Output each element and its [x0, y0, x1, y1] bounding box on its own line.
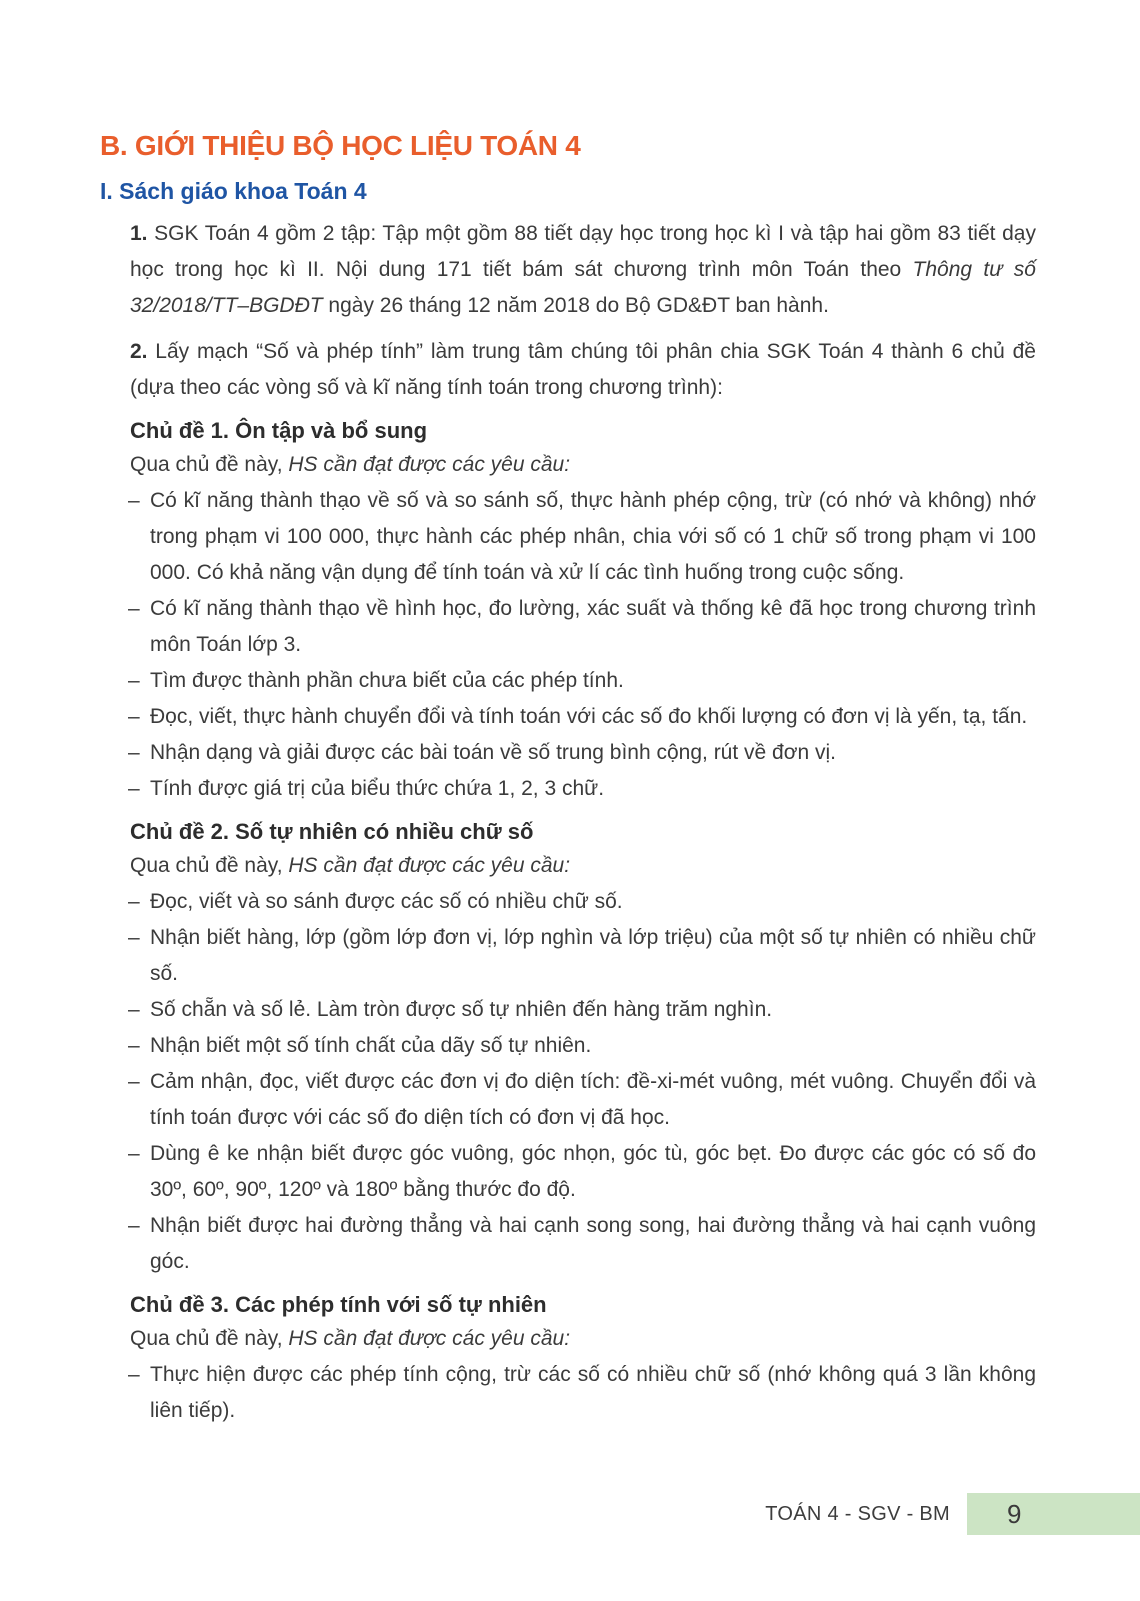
bullet-item	[100, 884, 1036, 920]
bullet-dash: –	[128, 926, 140, 949]
topic-2-intro-plain: Qua chủ đề này,	[130, 854, 289, 877]
bullet-text: Đọc, viết và so sánh được các số có nhiều chữ số.	[150, 890, 623, 913]
paragraph-2-number: 2.	[130, 340, 148, 363]
bullet-text: Nhận biết hàng, lớp (gồm lớp đơn vị, lớp nghìn và lớp triệu) của một số tự nhiên có nhiều chữ số.	[150, 926, 1036, 985]
bullet-text: Tính được giá trị của biểu thức chứa 1, 2, 3 chữ.	[150, 777, 605, 800]
paragraph-2-text: Lấy mạch “Số và phép tính” làm trung tâm chúng tôi phân chia SGK Toán 4 thành 6 chủ đề (dựa theo các vòng số và kĩ năng tính toán trong chương trình):	[130, 340, 1036, 399]
paragraph-1-italic: Thông tư số 32/2018/TT–BGDĐT	[130, 258, 1036, 317]
bullet-item	[100, 1208, 1036, 1280]
bullet-dash: –	[128, 1363, 140, 1386]
topic-1-intro	[130, 447, 1036, 483]
paragraph-1-tail: ngày 26 tháng 12 năm 2018 do Bộ GD&ĐT ban hành.	[322, 294, 829, 317]
topic-1-title: Chủ đề 1. Ôn tập và bổ sung	[130, 418, 428, 443]
topic-2-intro-italic: HS cần đạt được các yêu cầu:	[288, 854, 571, 877]
page-content	[100, 130, 1036, 1429]
bullet-item	[100, 920, 1036, 992]
topic-3-intro	[130, 1321, 1036, 1357]
bullet-item	[100, 1028, 1036, 1064]
bullet-text: Cảm nhận, đọc, viết được các đơn vị đo diện tích: đề-xi-mét vuông, mét vuông. Chuyển đổi và tính toán được với các số đo diện tích có đơn vị đã học.	[150, 1070, 1036, 1129]
topic-3-intro-plain: Qua chủ đề này,	[130, 1327, 289, 1350]
bullet-dash: –	[128, 998, 140, 1021]
bullet-text: Số chẵn và số lẻ. Làm tròn được số tự nhiên đến hàng trăm nghìn.	[150, 998, 773, 1021]
bullet-text: Nhận biết được hai đường thẳng và hai cạnh song song, hai đường thẳng và hai cạnh vuông góc.	[150, 1214, 1036, 1273]
bullet-text: Đọc, viết, thực hành chuyển đổi và tính toán với các số đo khối lượng có đơn vị là yến, tạ, tấn.	[150, 705, 1028, 728]
bullet-item	[100, 591, 1036, 663]
page-title: B. GIỚI THIỆU BỘ HỌC LIỆU TOÁN 4	[100, 130, 581, 161]
bullet-text: Có kĩ năng thành thạo về số và so sánh số, thực hành phép cộng, trừ (có nhớ và không) nhớ trong phạm vi 100 000, thực hành các phép nhân, chia với số có 1 chữ số trong phạm vi 100 000. Có khả năng vận dụng để tính toán và xử lí các tình huống trong cuộc sống.	[150, 489, 1036, 584]
bullet-item	[100, 992, 1036, 1028]
bullet-dash: –	[128, 705, 140, 728]
bullet-item	[100, 771, 1036, 807]
section-heading-sgk: I. Sách giáo khoa Toán 4	[100, 178, 367, 204]
bullet-dash: –	[128, 669, 140, 692]
bullet-dash: –	[128, 1070, 140, 1093]
page-number: 9	[1007, 1498, 1022, 1529]
bullet-text: Thực hiện được các phép tính cộng, trừ các số có nhiều chữ số (nhớ không quá 3 lần không liên tiếp).	[150, 1363, 1036, 1422]
bullet-text: Dùng ê ke nhận biết được góc vuông, góc nhọn, góc tù, góc bẹt. Đo được các góc có số đo 30º, 60º, 90º, 120º và 180º bằng thước đo độ.	[150, 1142, 1036, 1201]
bullet-item	[100, 1357, 1036, 1429]
bullet-item	[100, 1064, 1036, 1136]
topic-1-intro-plain: Qua chủ đề này,	[130, 453, 289, 476]
bullet-text: Có kĩ năng thành thạo về hình học, đo lường, xác suất và thống kê đã học trong chương trình môn Toán lớp 3.	[150, 597, 1036, 656]
paragraph-1-text: SGK Toán 4 gồm 2 tập: Tập một gồm 88 tiết dạy học trong học kì I và tập hai gồm 83 tiết dạy học trong học kì II. Nội dung 171 tiết bám sát chương trình môn Toán theo	[130, 222, 1036, 281]
topic-1-bullet-list	[100, 483, 1036, 807]
page-footer	[0, 1493, 1140, 1535]
bullet-text: Nhận dạng và giải được các bài toán về số trung bình cộng, rút về đơn vị.	[150, 741, 837, 764]
topic-3-intro-italic: HS cần đạt được các yêu cầu:	[288, 1327, 571, 1350]
bullet-dash: –	[128, 1034, 140, 1057]
topic-3-title: Chủ đề 3. Các phép tính với số tự nhiên	[130, 1292, 547, 1317]
bullet-item	[100, 663, 1036, 699]
bullet-dash: –	[128, 1142, 140, 1165]
paragraph-2	[130, 334, 1036, 406]
footer-book-label: TOÁN 4 - SGV - BM	[765, 1502, 950, 1525]
topic-2-title: Chủ đề 2. Số tự nhiên có nhiều chữ số	[130, 819, 534, 844]
bullet-text: Nhận biết một số tính chất của dãy số tự nhiên.	[150, 1034, 592, 1057]
bullet-dash: –	[128, 489, 140, 512]
bullet-dash: –	[128, 741, 140, 764]
bullet-item	[100, 483, 1036, 591]
topic-3-bullet-list	[100, 1357, 1036, 1429]
bullet-item	[100, 735, 1036, 771]
bullet-dash: –	[128, 890, 140, 913]
topic-2-intro	[130, 848, 1036, 884]
bullet-dash: –	[128, 1214, 140, 1237]
page-number-box	[967, 1493, 1140, 1535]
bullet-item	[100, 1136, 1036, 1208]
bullet-dash: –	[128, 597, 140, 620]
paragraph-1	[130, 216, 1036, 324]
bullet-item	[100, 699, 1036, 735]
topic-1-intro-italic: HS cần đạt được các yêu cầu:	[288, 453, 571, 476]
bullet-dash: –	[128, 777, 140, 800]
bullet-text: Tìm được thành phần chưa biết của các phép tính.	[150, 669, 624, 692]
paragraph-1-number: 1.	[130, 222, 148, 245]
topic-2-bullet-list	[100, 884, 1036, 1280]
